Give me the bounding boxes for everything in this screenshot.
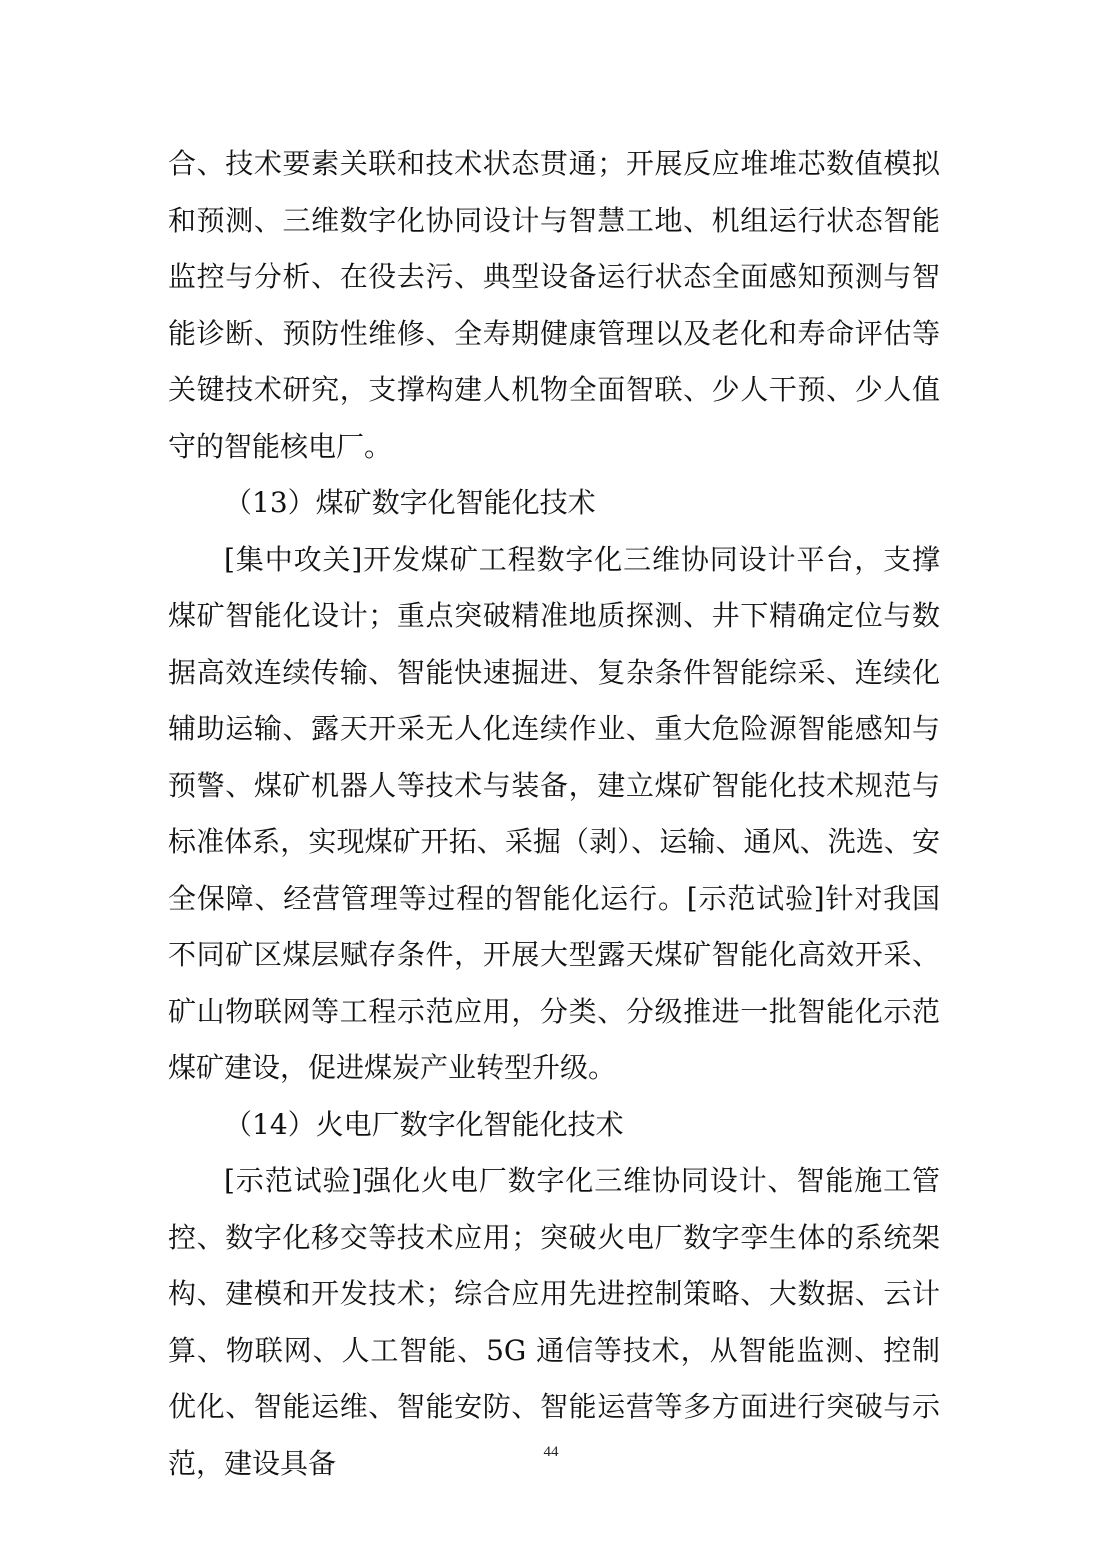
section-heading-14: （14）火电厂数字化智能化技术 [224,1107,624,1141]
section-heading-13: （13）煤矿数字化智能化技术 [224,486,596,519]
paragraph-coal-mine: [集中攻关]开发煤矿工程数字化三维协同设计平台，支撑煤矿智能化设计；重点突破精准地质探测、井下精确定位与数据高效连续传输、智能快速掘进、复杂条件智能综采、连续化辅助运输、露天开采无人化连续作业、重大危险源智能感知与预警、煤矿机器人等技术与装备，建立煤矿智能化技术规范与标准体系，实现煤矿开拓、采掘（剥）、运输、通风、洗选、安全保障、经营管理等过程的智能化运行。[示范试验]针对我国不同矿区煤层赋存条件，开展大型露天煤矿智能化高效开采、矿山物联网等工程示范应用，分类、分级推进一批智能化示范煤矿建设，促进煤炭产业转型升级。 [168,542,940,1084]
document-body [168,136,940,1492]
page-number: 44 [543,1444,559,1460]
paragraph-continuation: 合、技术要素关联和技术状态贯通；开展反应堆堆芯数值模拟和预测、三维数字化协同设计与智慧工地、机组运行状态智能监控与分析、在役去污、典型设备运行状态全面感知预测与智能诊断、预防性维修、全寿期健康管理以及老化和寿命评估等关键技术研究，支撑构建人机物全面智联、少人干预、少人值守的智能核电厂。 [168,147,940,463]
paragraph-thermal-power: [示范试验]强化火电厂数字化三维协同设计、智能施工管控、数字化移交等技术应用；突破火电厂数字孪生体的系统架构、建模和开发技术；综合应用先进控制策略、大数据、云计算、物联网、人工智能、5G 通信等技术，从智能监测、控制优化、智能运维、智能安防、智能运营等多方面进行突破与示范，建设具备 [168,1164,940,1480]
